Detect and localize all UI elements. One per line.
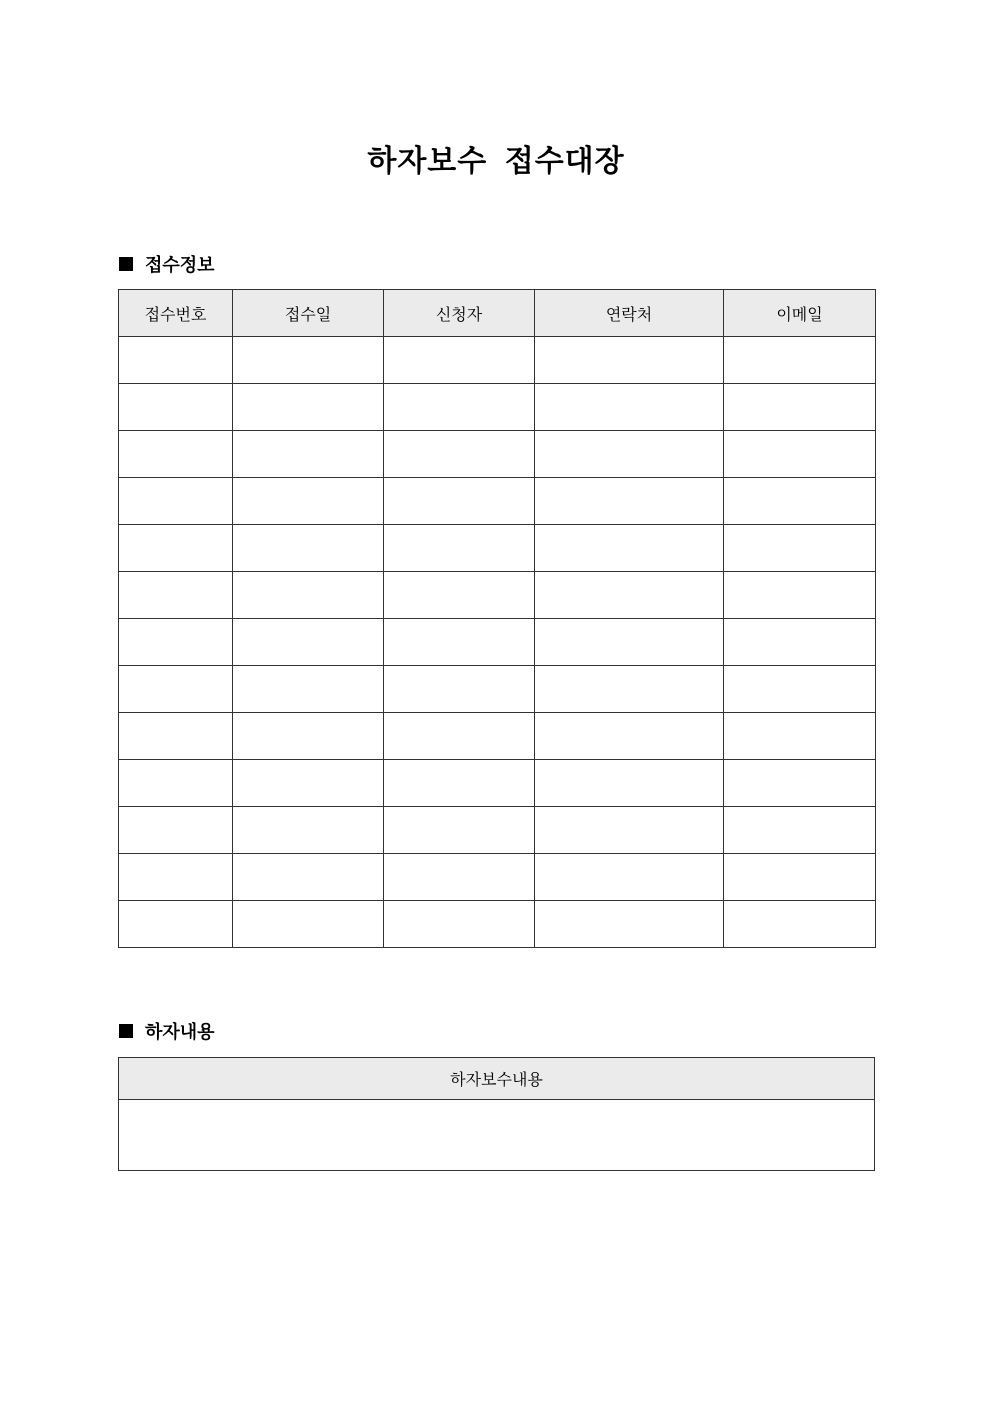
cell-applicant[interactable] (384, 478, 535, 525)
cell-receipt-date[interactable] (233, 666, 384, 713)
table-row (119, 525, 876, 572)
cell-email[interactable] (724, 337, 876, 384)
cell-receipt-no[interactable] (119, 337, 233, 384)
cell-email[interactable] (724, 572, 876, 619)
table-row (119, 666, 876, 713)
cell-receipt-no[interactable] (119, 619, 233, 666)
cell-contact[interactable] (535, 431, 724, 478)
cell-applicant[interactable] (384, 854, 535, 901)
cell-email[interactable] (724, 478, 876, 525)
cell-receipt-no[interactable] (119, 901, 233, 948)
table-row (119, 760, 876, 807)
table-row (119, 713, 876, 760)
cell-applicant[interactable] (384, 431, 535, 478)
cell-receipt-date[interactable] (233, 525, 384, 572)
cell-contact[interactable] (535, 572, 724, 619)
table-row (119, 478, 876, 525)
table-row (119, 854, 876, 901)
receipt-table-body (119, 337, 876, 948)
receipt-table (118, 289, 876, 948)
cell-receipt-no[interactable] (119, 666, 233, 713)
section-heading-label: 접수정보 (145, 255, 215, 276)
cell-email[interactable] (724, 854, 876, 901)
cell-receipt-date[interactable] (233, 384, 384, 431)
cell-receipt-no[interactable] (119, 713, 233, 760)
cell-email[interactable] (724, 431, 876, 478)
column-header-receipt-date: 접수일 (233, 290, 384, 337)
defect-content-cell[interactable] (119, 1100, 875, 1171)
cell-contact[interactable] (535, 807, 724, 854)
cell-receipt-date[interactable] (233, 713, 384, 760)
cell-receipt-date[interactable] (233, 572, 384, 619)
section-heading-receipt (119, 252, 215, 276)
cell-applicant[interactable] (384, 666, 535, 713)
table-row (119, 901, 876, 948)
cell-email[interactable] (724, 619, 876, 666)
cell-email[interactable] (724, 807, 876, 854)
column-header-defect-content: 하자보수내용 (119, 1058, 875, 1100)
cell-receipt-no[interactable] (119, 525, 233, 572)
cell-receipt-no[interactable] (119, 572, 233, 619)
cell-receipt-date[interactable] (233, 619, 384, 666)
cell-contact[interactable] (535, 854, 724, 901)
cell-contact[interactable] (535, 901, 724, 948)
cell-email[interactable] (724, 760, 876, 807)
cell-receipt-date[interactable] (233, 807, 384, 854)
cell-receipt-date[interactable] (233, 337, 384, 384)
column-header-email: 이메일 (724, 290, 876, 337)
defect-table (118, 1057, 875, 1171)
cell-contact[interactable] (535, 666, 724, 713)
cell-applicant[interactable] (384, 337, 535, 384)
cell-receipt-no[interactable] (119, 854, 233, 901)
cell-applicant[interactable] (384, 384, 535, 431)
cell-contact[interactable] (535, 384, 724, 431)
cell-applicant[interactable] (384, 760, 535, 807)
cell-receipt-no[interactable] (119, 384, 233, 431)
cell-email[interactable] (724, 713, 876, 760)
cell-applicant[interactable] (384, 619, 535, 666)
cell-receipt-date[interactable] (233, 760, 384, 807)
cell-receipt-no[interactable] (119, 431, 233, 478)
cell-receipt-no[interactable] (119, 807, 233, 854)
page-title: 하자보수 접수대장 (367, 144, 625, 179)
cell-applicant[interactable] (384, 525, 535, 572)
column-header-contact: 연락처 (535, 290, 724, 337)
table-header-row (119, 290, 876, 337)
cell-applicant[interactable] (384, 713, 535, 760)
cell-receipt-no[interactable] (119, 478, 233, 525)
cell-contact[interactable] (535, 478, 724, 525)
square-bullet-icon (119, 257, 133, 271)
cell-applicant[interactable] (384, 807, 535, 854)
cell-contact[interactable] (535, 713, 724, 760)
cell-contact[interactable] (535, 525, 724, 572)
table-row (119, 337, 876, 384)
cell-email[interactable] (724, 525, 876, 572)
table-row (119, 619, 876, 666)
table-row (119, 572, 876, 619)
square-bullet-icon (119, 1024, 133, 1038)
column-header-applicant: 신청자 (384, 290, 535, 337)
cell-contact[interactable] (535, 760, 724, 807)
table-row (119, 431, 876, 478)
cell-email[interactable] (724, 666, 876, 713)
cell-receipt-date[interactable] (233, 854, 384, 901)
cell-receipt-no[interactable] (119, 760, 233, 807)
column-header-receipt-no: 접수번호 (119, 290, 233, 337)
table-row (119, 1100, 875, 1171)
cell-email[interactable] (724, 384, 876, 431)
table-row (119, 384, 876, 431)
cell-applicant[interactable] (384, 572, 535, 619)
cell-applicant[interactable] (384, 901, 535, 948)
cell-receipt-date[interactable] (233, 901, 384, 948)
table-row (119, 807, 876, 854)
table-header-row (119, 1058, 875, 1100)
section-heading-label: 하자내용 (145, 1022, 215, 1043)
cell-contact[interactable] (535, 337, 724, 384)
cell-receipt-date[interactable] (233, 478, 384, 525)
cell-contact[interactable] (535, 619, 724, 666)
section-heading-defect (119, 1019, 215, 1043)
cell-email[interactable] (724, 901, 876, 948)
cell-receipt-date[interactable] (233, 431, 384, 478)
